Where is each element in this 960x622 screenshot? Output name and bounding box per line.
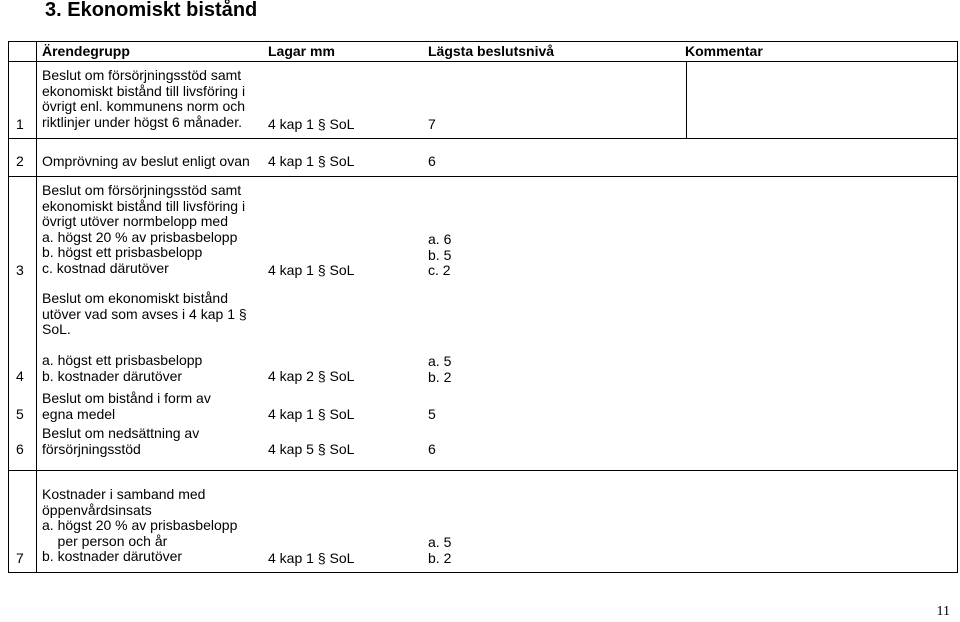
- row-number: 5: [16, 406, 24, 422]
- row-description: Beslut om nedsättning av försörjningsstöd: [42, 425, 200, 457]
- section-heading: 3. Ekonomiskt bistånd: [45, 0, 258, 21]
- row-level: a. 5 b. 2: [428, 353, 452, 385]
- row-law: 4 kap 5 § SoL: [268, 441, 355, 457]
- table-left-border: [8, 41, 9, 572]
- row-description: Beslut om bistånd i form av egna medel: [42, 390, 211, 422]
- row-level: a. 6 b. 5 c. 2: [428, 231, 452, 278]
- row-description: Beslut om försörjningsstöd samt ekonomiskt bistånd till livsföring i övrigt enl. kommunens norm och riktlinjer under högst 6 månader.: [42, 67, 246, 130]
- column-divider: [686, 61, 687, 138]
- row-law: 4 kap 1 § SoL: [268, 262, 355, 278]
- row-description: Beslut om ekonomiskt bistånd utöver vad som avses i 4 kap 1 § SoL. a. högst ett prisbasbelopp b. kostnader därutöver: [42, 290, 247, 384]
- header-bottom-border: [8, 61, 958, 62]
- row-description: Kostnader i samband med öppenvårdsinsats a. högst 20 % av prisbasbelopp per person och år b. kostnader därutöver: [42, 486, 238, 564]
- row-divider: [8, 138, 958, 139]
- table-top-border: [8, 41, 958, 42]
- row-law: 4 kap 2 § SoL: [268, 368, 355, 384]
- row-divider: [8, 176, 958, 177]
- row-number: 2: [16, 153, 24, 169]
- column-header-group: Ärendegrupp: [42, 43, 130, 59]
- row-law: 4 kap 1 § SoL: [268, 406, 355, 422]
- row-divider: [8, 470, 958, 471]
- row-level: 7: [428, 116, 436, 132]
- row-level: a. 5 b. 2: [428, 534, 452, 566]
- row-number: 3: [16, 262, 24, 278]
- row-number: 1: [16, 116, 24, 132]
- table-right-border: [957, 41, 958, 572]
- table-bottom-border: [8, 572, 958, 573]
- row-level: 5: [428, 406, 436, 422]
- row-law: 4 kap 1 § SoL: [268, 116, 355, 132]
- row-description: Omprövning av beslut enligt ovan: [42, 153, 250, 169]
- row-number: 6: [16, 441, 24, 457]
- row-law: 4 kap 1 § SoL: [268, 550, 355, 566]
- row-law: 4 kap 1 § SoL: [268, 153, 355, 169]
- column-header-level: Lägsta beslutsnivå: [428, 43, 555, 59]
- row-number: 4: [16, 368, 24, 384]
- row-level: 6: [428, 153, 436, 169]
- column-divider: [36, 41, 37, 572]
- row-level: 6: [428, 441, 436, 457]
- column-header-comment: Kommentar: [685, 43, 763, 59]
- row-number: 7: [16, 550, 24, 566]
- row-description: Beslut om försörjningsstöd samt ekonomiskt bistånd till livsföring i övrigt utöver normbelopp med a. högst 20 % av prisbasbelopp b. högst ett prisbasbelopp c. kostnad därutöver: [42, 182, 246, 276]
- page-number: 11: [936, 604, 950, 619]
- column-header-law: Lagar mm: [268, 43, 335, 59]
